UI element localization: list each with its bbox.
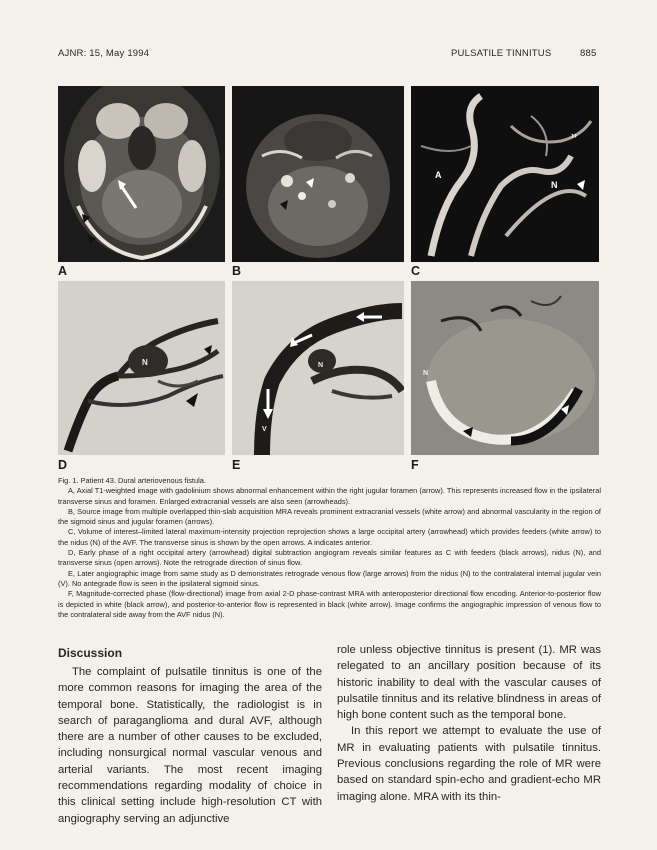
mip-projection-image bbox=[411, 86, 599, 262]
body-paragraph-1: The complaint of pulsatile tinnitus is one of the more common reasons for imaging the area of the temporal bone. Statistically, the radiologist is in search of paraganglioma and dural AVF, although there are a number of other causes to be excluded, including nonsurgical normal vascular venous and arterial variants. The most recent imaging recommendations regarding modality of choice in this clinical setting include high-resolution CT with angiography serving an adjunctive bbox=[58, 666, 322, 825]
panel-label-e: E bbox=[232, 458, 241, 472]
caption-paragraph-c: C, Volume of interest–limited lateral maximum-intensity projection reprojection shows a large occipital artery (arrowhead) which provides feeders (white arrow) to the nidus (N) of the AVF. The transverse sinus is shown by the open arrows. A indicates anterior. bbox=[58, 527, 601, 547]
page-number: 885 bbox=[580, 48, 597, 59]
figure-panel-c bbox=[411, 86, 599, 262]
panel-label-c: C bbox=[411, 264, 421, 278]
caption-paragraph-b: B, Source image from multiple overlapped thin-slab acquisition MRA reveals prominent extracranial vessels (white arrow) and abnormal vascularity in the region of the sigmoid sinus and jugular foramen (arrows). bbox=[58, 506, 601, 527]
figure-panel-a bbox=[58, 86, 225, 262]
figure-panel-b bbox=[232, 86, 404, 262]
journal-citation: AJNR: 15, May 1994 bbox=[58, 48, 150, 59]
annotation-nidus: N bbox=[318, 362, 324, 369]
caption-title: Fig. 1. Patient 43. Dural arteriovenous fistula. bbox=[58, 476, 206, 485]
annotation-anterior: A bbox=[435, 170, 442, 180]
axial-mri-image bbox=[58, 86, 225, 262]
panel-label-f: F bbox=[411, 458, 419, 472]
figure-panel-e bbox=[232, 281, 404, 455]
left-column bbox=[58, 664, 322, 827]
figure-panel-d bbox=[58, 281, 225, 455]
panel-label-d: D bbox=[58, 458, 68, 472]
figure-caption bbox=[58, 476, 601, 620]
caption-paragraph-a: A, Axial T1-weighted image with gadolinium shows abnormal enhancement within the right jugular foramen (arrow). This represents increased flow in the ipsilateral transverse sinus and foramen. Enlarged extracranial vessels are also seen (arrowheads). bbox=[58, 486, 601, 506]
caption-paragraph-e: E, Later angiographic image from same study as D demonstrates retrograde venous flow (large arrows) from the nidus (N) to the contralateral internal jugular vein (V). No antegrade flow is seen in the ipsilateral sigmoid sinus. bbox=[58, 568, 601, 588]
section-heading: Discussion bbox=[58, 646, 123, 660]
annotation-nidus: N bbox=[142, 358, 148, 367]
source-mra-image bbox=[232, 86, 404, 262]
angiogram-image-e bbox=[232, 281, 404, 455]
angiogram-image-d bbox=[58, 281, 225, 455]
annotation-nidus: N bbox=[423, 370, 429, 377]
running-title: PULSATILE TINNITUS bbox=[451, 48, 552, 59]
body-paragraph-3: In this report we attempt to evaluate the use of MR in evaluating patients with pulsatile tinnitus. Previous conclusions regarding the role of MR were based on standard spin-echo and gradient-echo MR imaging alone. MRA with its thin- bbox=[337, 725, 601, 803]
figure-panel-f bbox=[411, 281, 599, 455]
panel-label-b: B bbox=[232, 264, 242, 278]
annotation-vein: V bbox=[262, 426, 267, 433]
annotation-nidus: N bbox=[551, 180, 558, 190]
body-paragraph-2: role unless objective tinnitus is present (1). MR was relegated to an ancillary position because of its historic inability to deal with the vascular causes of pulsatile tinnitus and its relative blindness in areas of high bone content such as the temporal bone. bbox=[337, 644, 601, 722]
caption-paragraph-f: F, Magnitude-corrected phase (flow-directional) image from axial 2-D phase-contrast MRA with anteroposterior directional flow encoding. Anterior-to-posterior flow is depicted in white (black arrow), and posterior-to-anterior flow is represented in black (white arrow). Image confirms the angiographic impression of venous flow to the contralateral side away from the AVF nidus (N). bbox=[58, 589, 601, 619]
phase-contrast-image bbox=[411, 281, 599, 455]
caption-paragraph-d: D, Early phase of a right occipital artery (arrowhead) digital subtraction angiogram reveals similar features as C with feeders (black arrows), nidus (N), and transverse sinus (open arrows). Note the retrograde direction of sinus flow. bbox=[58, 548, 601, 568]
panel-label-a: A bbox=[58, 264, 68, 278]
right-column bbox=[337, 642, 601, 805]
svg-text:››: ›› bbox=[571, 130, 577, 140]
